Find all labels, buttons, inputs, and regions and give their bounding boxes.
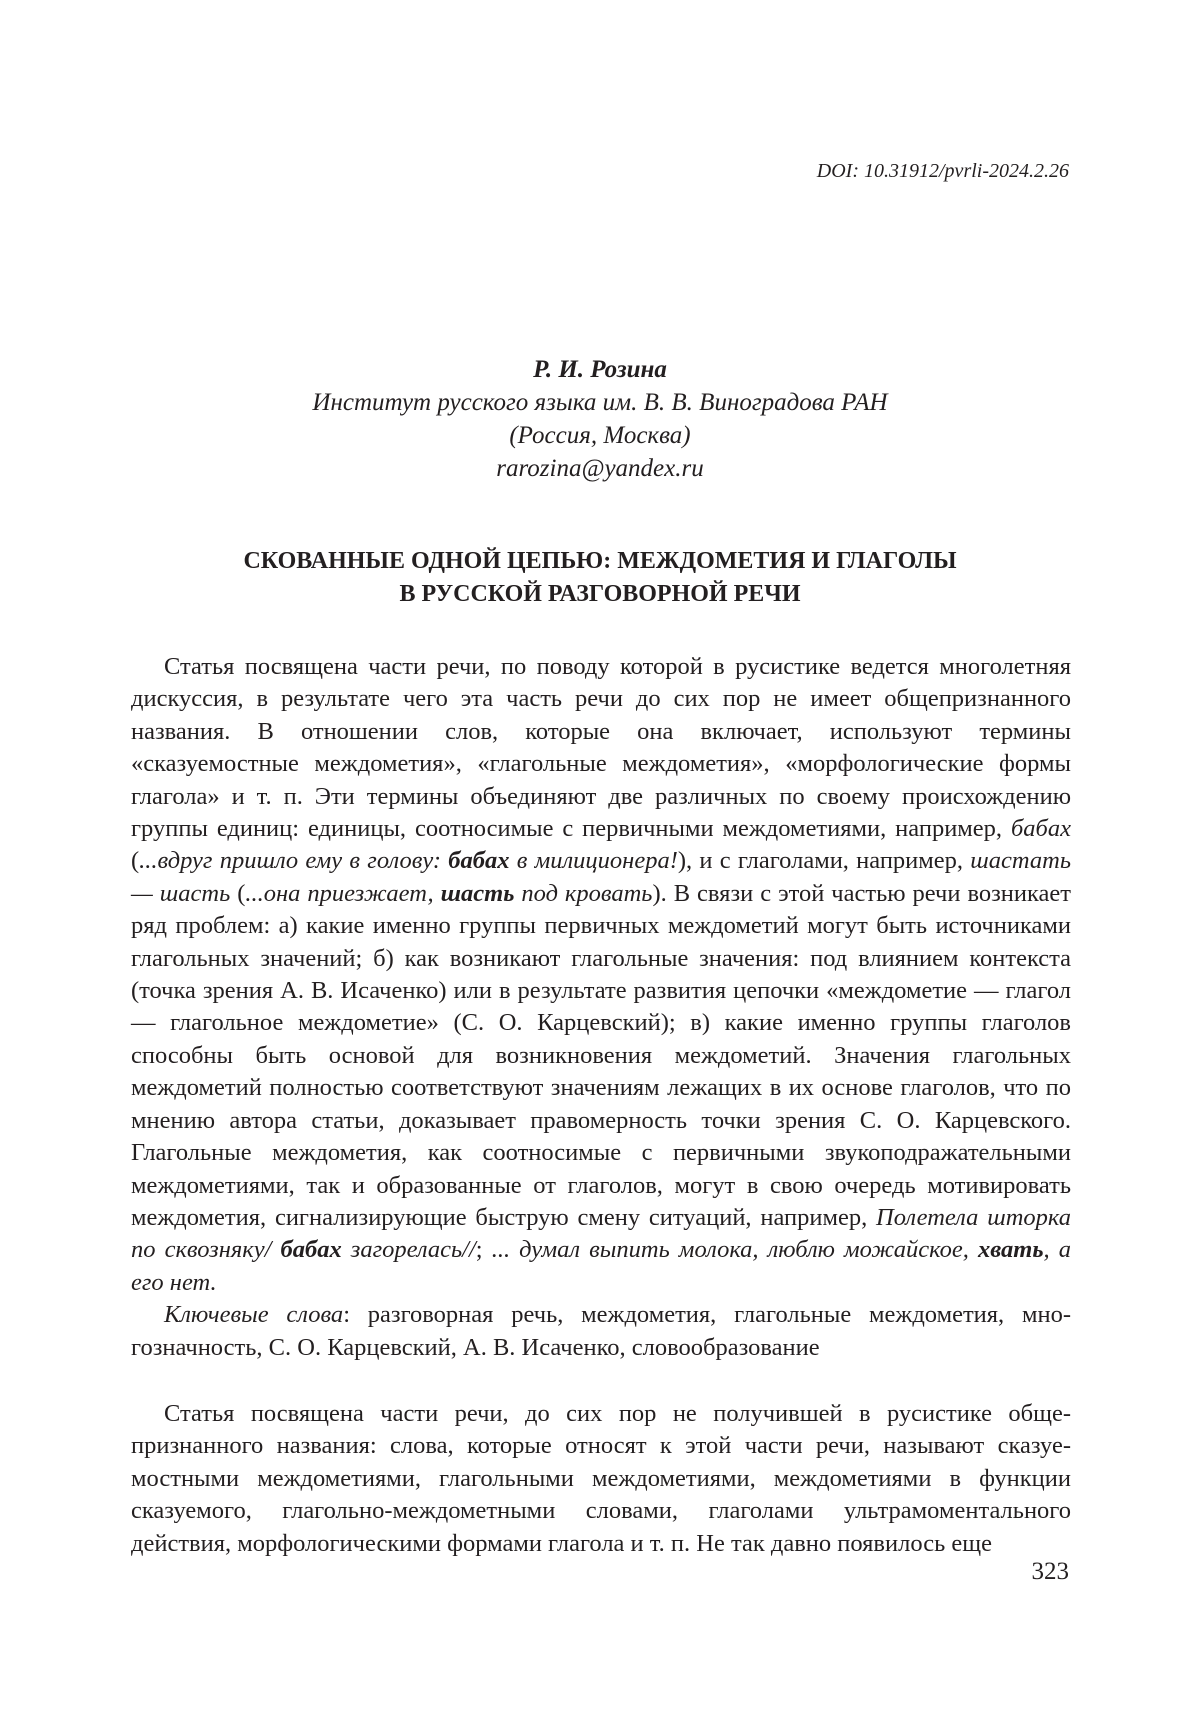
title-line-1: СКОВАННЫЕ ОДНОЙ ЦЕПЬЮ: МЕЖДОМЕТИЯ И ГЛАГОЛЫ xyxy=(243,548,957,574)
author-email: rarozina@yandex.ru xyxy=(496,455,704,482)
example-quote-1-bold: бабах xyxy=(448,847,510,875)
example-quote-2a: ...она приезжает, xyxy=(245,879,441,907)
example-quote-3-bold: бабах xyxy=(280,1236,342,1264)
example-word-1: бабах xyxy=(1010,815,1071,843)
paren-open-2: ( xyxy=(230,879,246,907)
keywords xyxy=(131,1299,1071,1364)
example-quote-2-bold: шасть xyxy=(440,879,515,907)
example-quote-1b: в милиционера! xyxy=(509,847,678,875)
example-quote-3b: загорелась// xyxy=(341,1236,476,1264)
doi: DOI: 10.31912/pvrli-2024.2.26 xyxy=(816,160,1069,182)
example-quote-4b: , а его нет. xyxy=(131,1236,1072,1296)
keywords-text: : разговорная речь, междометия, глагольные междометия, многозначность, С. О. Карцевский, А. В. Исаченко, словообразование xyxy=(131,1301,1071,1361)
example-separator: ; xyxy=(475,1236,492,1264)
abstract-text-1: Статья посвящена части речи, по поводу которой в русистике ведется многолетняя дискуссия, в результате чего эта часть речи до сих пор не имеет общепризнанного названия. В отношении слов, которые она включает, используют термины «сказуемостные междометия», «глагольные междометия», «морфологические формы глагола» и т. п. Эти термины объединяют две различных по своему происхождению группы единиц: единицы, соотносимые с первичными междометиями, например, xyxy=(131,653,1071,843)
abstract-text-2: ). В связи с этой частью речи возникает ряд проблем: а) какие именно группы первичных междометий могут быть источниками глагольных значений; б) как возникают глагольные значения: под влиянием контекста (точка зрения А. В. Исаченко) или в результате развития цепочки «междометие — глагол — глагольное междометие» (С. О. Карцевский); в) какие именно группы глаголов способны быть основой для возникновения междометий. Значения глагольных междометий полностью соответствуют значениям лежащих в их основе глаголов, что по мнению автора статьи, доказывает правомерность точки зрения С. О. Карцевского. Глагольные междометия, как соотносимые с первичными звукоподражательными междометиями, так и образованные от глаголов, могут в свою очередь мотивировать междометия, сигнализирующие быструю смену ситуаций, например, xyxy=(131,879,1072,1231)
author-affiliation: Институт русского языка им. В. В. Виноградова РАН xyxy=(312,389,888,416)
paren-close-1: ), и с глаголами, например, xyxy=(677,847,971,875)
example-quote-4-bold: хвать xyxy=(978,1236,1044,1264)
example-quote-1a: ...вдруг пришло ему в голову: xyxy=(139,847,449,875)
author-block xyxy=(0,353,1200,485)
keywords-label: Ключевые слова xyxy=(164,1301,344,1329)
example-quote-3a: Полетела шторка по сквозняку/ xyxy=(131,1203,1071,1264)
example-quote-4a: ... думал выпить молока, люблю можайское, xyxy=(491,1236,978,1264)
author-location: (Россия, Москва) xyxy=(509,422,691,449)
abstract xyxy=(131,651,1071,1364)
paren-open-1: ( xyxy=(131,847,140,875)
title-line-2: В РУССКОЙ РАЗГОВОРНОЙ РЕЧИ xyxy=(399,581,801,607)
example-quote-2b: под кровать xyxy=(514,879,653,907)
example-word-2: шастать — шасть xyxy=(131,847,1071,907)
body-text xyxy=(131,1398,1071,1560)
page-number: 323 xyxy=(1031,1558,1069,1585)
author-name: Р. И. Розина xyxy=(533,356,667,383)
article-title xyxy=(0,545,1200,611)
body-paragraph-1: Статья посвящена части речи, до сих пор не получившей в русистике общепризнанного названия: слова, которые относят к этой части речи, называют сказуемостными междометиями, глагольными междометиями, междометиями в функции сказуемого, глагольно-междометными словами, глаголами ультрамоментального действия, морфологическими формами глагола и т. п. Не так давно появилось еще xyxy=(131,1400,1071,1557)
abstract-paragraph xyxy=(131,651,1071,1299)
